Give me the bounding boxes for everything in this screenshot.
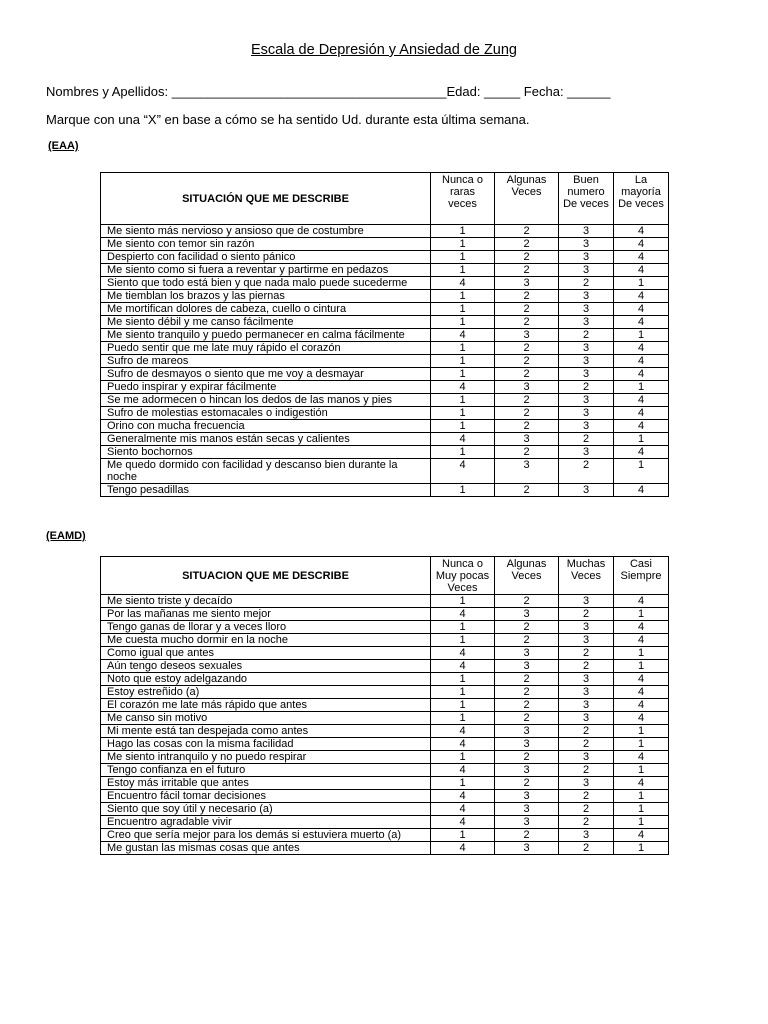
item-text: Creo que sería mejor para los demás si estuviera muerto (a): [101, 829, 431, 842]
score-cell[interactable]: 1: [431, 225, 495, 238]
item-text: Tengo pesadillas: [101, 484, 431, 497]
score-cell[interactable]: 3: [559, 829, 614, 842]
table-row: [101, 790, 669, 803]
table-row: [101, 433, 669, 446]
item-text: Puedo sentir que me late muy rápido el corazón: [101, 342, 431, 355]
table-row: [101, 673, 669, 686]
score-cell[interactable]: 2: [559, 277, 614, 290]
score-cell[interactable]: 3: [559, 290, 614, 303]
score-cell[interactable]: 3: [559, 751, 614, 764]
score-cell[interactable]: 4: [614, 777, 669, 790]
score-cell[interactable]: 2: [495, 829, 559, 842]
score-cell[interactable]: 2: [495, 446, 559, 459]
score-cell[interactable]: 1: [431, 446, 495, 459]
score-cell[interactable]: 3: [559, 484, 614, 497]
score-cell[interactable]: 4: [614, 251, 669, 264]
eaa-col-never-header: Nunca o raras veces: [431, 173, 495, 225]
score-cell[interactable]: 2: [495, 342, 559, 355]
score-cell[interactable]: 2: [495, 686, 559, 699]
item-text: Me siento triste y decaído: [101, 595, 431, 608]
eaa-col-often-header: Buen numero De veces: [559, 173, 614, 225]
item-text: Siento que todo está bien y que nada malo puede sucederme: [101, 277, 431, 290]
score-cell[interactable]: 2: [495, 238, 559, 251]
score-cell[interactable]: 1: [431, 420, 495, 433]
table-row: [101, 712, 669, 725]
item-text: Me mortifican dolores de cabeza, cuello o cintura: [101, 303, 431, 316]
score-cell[interactable]: 4: [431, 381, 495, 394]
score-cell[interactable]: 1: [614, 790, 669, 803]
score-cell[interactable]: 1: [431, 712, 495, 725]
item-text: Estoy más irritable que antes: [101, 777, 431, 790]
score-cell[interactable]: 2: [495, 316, 559, 329]
score-cell[interactable]: 3: [495, 790, 559, 803]
score-cell[interactable]: 4: [431, 459, 495, 484]
score-cell[interactable]: 4: [614, 290, 669, 303]
score-cell[interactable]: 1: [431, 829, 495, 842]
item-text: Tengo ganas de llorar y a veces lloro: [101, 621, 431, 634]
score-cell[interactable]: 1: [614, 329, 669, 342]
eaa-col-most-header: La mayoría De veces: [614, 173, 669, 225]
table-row: [101, 355, 669, 368]
item-text: Encuentro fácil tomar decisiones: [101, 790, 431, 803]
score-cell[interactable]: 4: [614, 446, 669, 459]
score-cell[interactable]: 3: [495, 725, 559, 738]
score-cell[interactable]: 3: [495, 803, 559, 816]
score-cell[interactable]: 4: [614, 368, 669, 381]
score-cell[interactable]: 2: [495, 251, 559, 264]
score-cell[interactable]: 2: [559, 329, 614, 342]
score-cell[interactable]: 3: [559, 595, 614, 608]
table-row: [101, 842, 669, 855]
item-text: Por las mañanas me siento mejor: [101, 608, 431, 621]
score-cell[interactable]: 3: [495, 738, 559, 751]
score-cell[interactable]: 2: [495, 368, 559, 381]
table-row: [101, 725, 669, 738]
score-cell[interactable]: 4: [614, 673, 669, 686]
item-text: Me tiemblan los brazos y las piernas: [101, 290, 431, 303]
score-cell[interactable]: 2: [495, 290, 559, 303]
score-cell[interactable]: 4: [431, 790, 495, 803]
score-cell[interactable]: 4: [614, 829, 669, 842]
score-cell[interactable]: 4: [614, 238, 669, 251]
table-row: [101, 303, 669, 316]
score-cell[interactable]: 1: [431, 484, 495, 497]
eaa-situation-header: SITUACIÓN QUE ME DESCRIBE: [101, 173, 431, 225]
table-row: [101, 420, 669, 433]
score-cell[interactable]: 2: [495, 407, 559, 420]
score-cell[interactable]: 1: [431, 251, 495, 264]
score-cell[interactable]: 2: [559, 803, 614, 816]
score-cell[interactable]: 2: [495, 355, 559, 368]
score-cell[interactable]: 4: [431, 764, 495, 777]
score-cell[interactable]: 1: [614, 738, 669, 751]
table-row: [101, 446, 669, 459]
score-cell[interactable]: 2: [559, 608, 614, 621]
table-row: [101, 595, 669, 608]
item-text: Estoy estreñido (a): [101, 686, 431, 699]
score-cell[interactable]: 4: [431, 277, 495, 290]
item-text: Me siento como si fuera a reventar y partirme en pedazos: [101, 264, 431, 277]
score-cell[interactable]: 3: [495, 660, 559, 673]
score-cell[interactable]: 3: [495, 459, 559, 484]
score-cell[interactable]: 4: [614, 595, 669, 608]
score-cell[interactable]: 3: [559, 420, 614, 433]
score-cell[interactable]: 1: [614, 277, 669, 290]
table-row: [101, 647, 669, 660]
table-row: [101, 764, 669, 777]
score-cell[interactable]: 4: [431, 738, 495, 751]
eamd-table: [100, 556, 669, 855]
table-row: [101, 277, 669, 290]
score-cell[interactable]: 3: [559, 394, 614, 407]
score-cell[interactable]: 2: [495, 621, 559, 634]
score-cell[interactable]: 3: [559, 251, 614, 264]
score-cell[interactable]: 3: [559, 673, 614, 686]
score-cell[interactable]: 1: [431, 303, 495, 316]
item-text: Me cuesta mucho dormir en la noche: [101, 634, 431, 647]
instruction-text: Marque con una “X” en base a cómo se ha sentido Ud. durante esta última semana.: [46, 112, 530, 127]
score-cell[interactable]: 4: [431, 608, 495, 621]
score-cell[interactable]: 4: [614, 316, 669, 329]
score-cell[interactable]: 3: [495, 764, 559, 777]
score-cell[interactable]: 1: [614, 381, 669, 394]
score-cell[interactable]: 3: [559, 264, 614, 277]
eaa-header-row: [101, 173, 669, 225]
score-cell[interactable]: 4: [431, 433, 495, 446]
score-cell[interactable]: 4: [614, 264, 669, 277]
item-text: Orino con mucha frecuencia: [101, 420, 431, 433]
score-cell[interactable]: 4: [614, 699, 669, 712]
score-cell[interactable]: 1: [614, 647, 669, 660]
score-cell[interactable]: 2: [495, 394, 559, 407]
score-cell[interactable]: 2: [559, 660, 614, 673]
score-cell[interactable]: 3: [559, 634, 614, 647]
score-cell[interactable]: 1: [431, 394, 495, 407]
score-cell[interactable]: 1: [431, 238, 495, 251]
score-cell[interactable]: 3: [559, 316, 614, 329]
item-text: Hago las cosas con la misma facilidad: [101, 738, 431, 751]
score-cell[interactable]: 1: [614, 816, 669, 829]
eamd-section-label: (EAMD): [46, 530, 86, 542]
score-cell[interactable]: 2: [495, 673, 559, 686]
score-cell[interactable]: 2: [495, 751, 559, 764]
item-text: Me quedo dormido con facilidad y descanso bien durante la noche: [101, 459, 431, 484]
table-row: [101, 484, 669, 497]
score-cell[interactable]: 4: [614, 394, 669, 407]
score-cell[interactable]: 2: [559, 816, 614, 829]
score-cell[interactable]: 4: [614, 420, 669, 433]
score-cell[interactable]: 1: [431, 673, 495, 686]
score-cell[interactable]: 1: [431, 355, 495, 368]
eamd-col-always-header: Casi Siempre: [614, 557, 669, 595]
table-row: [101, 738, 669, 751]
eaa-table: [100, 172, 669, 497]
item-text: Me siento tranquilo y puedo permanecer en calma fácilmente: [101, 329, 431, 342]
score-cell[interactable]: 4: [614, 751, 669, 764]
table-row: [101, 621, 669, 634]
item-text: Tengo confianza en el futuro: [101, 764, 431, 777]
score-cell[interactable]: 2: [495, 484, 559, 497]
score-cell[interactable]: 4: [614, 355, 669, 368]
score-cell[interactable]: 1: [431, 407, 495, 420]
item-text: Siento bochornos: [101, 446, 431, 459]
score-cell[interactable]: 3: [495, 647, 559, 660]
score-cell[interactable]: 1: [431, 368, 495, 381]
item-text: Se me adormecen o hincan los dedos de las manos y pies: [101, 394, 431, 407]
table-row: [101, 394, 669, 407]
item-text: Me siento intranquilo y no puedo respirar: [101, 751, 431, 764]
table-row: [101, 407, 669, 420]
table-row: [101, 829, 669, 842]
score-cell[interactable]: 1: [431, 634, 495, 647]
score-cell[interactable]: 1: [614, 459, 669, 484]
score-cell[interactable]: 1: [614, 660, 669, 673]
score-cell[interactable]: 2: [495, 303, 559, 316]
score-cell[interactable]: 1: [614, 433, 669, 446]
score-cell[interactable]: 1: [614, 725, 669, 738]
eaa-col-sometimes-header: Algunas Veces: [495, 173, 559, 225]
score-cell[interactable]: 2: [559, 790, 614, 803]
item-text: Noto que estoy adelgazando: [101, 673, 431, 686]
score-cell[interactable]: 2: [495, 420, 559, 433]
score-cell[interactable]: 3: [495, 329, 559, 342]
item-text: Despierto con facilidad o siento pánico: [101, 251, 431, 264]
name-age-date-line: Nombres y Apellidos: ______________________________________Edad: _____ Fecha: ______: [46, 84, 611, 99]
score-cell[interactable]: 1: [431, 264, 495, 277]
score-cell[interactable]: 2: [559, 381, 614, 394]
page-title: Escala de Depresión y Ansiedad de Zung: [250, 42, 517, 58]
score-cell[interactable]: 3: [495, 433, 559, 446]
table-row: [101, 342, 669, 355]
score-cell[interactable]: 3: [495, 608, 559, 621]
score-cell[interactable]: 2: [559, 842, 614, 855]
item-text: Me siento más nervioso y ansioso que de costumbre: [101, 225, 431, 238]
score-cell[interactable]: 1: [431, 595, 495, 608]
score-cell[interactable]: 4: [614, 303, 669, 316]
score-cell[interactable]: 4: [614, 712, 669, 725]
score-cell[interactable]: 3: [495, 277, 559, 290]
score-cell[interactable]: 3: [559, 699, 614, 712]
score-cell[interactable]: 3: [559, 407, 614, 420]
score-cell[interactable]: 3: [559, 355, 614, 368]
score-cell[interactable]: 1: [614, 842, 669, 855]
score-cell[interactable]: 1: [431, 621, 495, 634]
score-cell[interactable]: 4: [431, 725, 495, 738]
eaa-section-label: (EAA): [48, 140, 79, 152]
score-cell[interactable]: 2: [495, 699, 559, 712]
score-cell[interactable]: 1: [431, 342, 495, 355]
item-text: Siento que soy útil y necesario (a): [101, 803, 431, 816]
score-cell[interactable]: 4: [614, 621, 669, 634]
eamd-col-sometimes-header: Algunas Veces: [495, 557, 559, 595]
score-cell[interactable]: 3: [559, 712, 614, 725]
score-cell[interactable]: 2: [559, 459, 614, 484]
score-cell[interactable]: 4: [614, 686, 669, 699]
score-cell[interactable]: 1: [614, 608, 669, 621]
score-cell[interactable]: 1: [431, 316, 495, 329]
score-cell[interactable]: 4: [614, 342, 669, 355]
item-text: Me siento débil y me canso fácilmente: [101, 316, 431, 329]
score-cell[interactable]: 4: [431, 803, 495, 816]
table-row: [101, 251, 669, 264]
score-cell[interactable]: 1: [431, 699, 495, 712]
table-row: [101, 238, 669, 251]
score-cell[interactable]: 3: [559, 303, 614, 316]
table-row: [101, 329, 669, 342]
eamd-header-row: [101, 557, 669, 595]
score-cell[interactable]: 3: [559, 225, 614, 238]
score-cell[interactable]: 2: [495, 634, 559, 647]
score-cell[interactable]: 1: [614, 764, 669, 777]
table-row: [101, 290, 669, 303]
score-cell[interactable]: 2: [495, 595, 559, 608]
eaa-table-body: [101, 225, 669, 497]
item-text: Sufro de desmayos o siento que me voy a desmayar: [101, 368, 431, 381]
score-cell[interactable]: 2: [495, 777, 559, 790]
table-row: [101, 264, 669, 277]
score-cell[interactable]: 3: [559, 368, 614, 381]
table-row: [101, 368, 669, 381]
score-cell[interactable]: 4: [431, 329, 495, 342]
item-text: Generalmente mis manos están secas y calientes: [101, 433, 431, 446]
eamd-table-body: [101, 595, 669, 855]
score-cell[interactable]: 3: [495, 381, 559, 394]
item-text: El corazón me late más rápido que antes: [101, 699, 431, 712]
table-row: [101, 777, 669, 790]
item-text: Mi mente está tan despejada como antes: [101, 725, 431, 738]
eamd-col-many-header: Muchas Veces: [559, 557, 614, 595]
score-cell[interactable]: 3: [559, 686, 614, 699]
score-cell[interactable]: 2: [559, 433, 614, 446]
item-text: Como igual que antes: [101, 647, 431, 660]
table-row: [101, 660, 669, 673]
score-cell[interactable]: 2: [559, 647, 614, 660]
table-row: [101, 316, 669, 329]
table-row: [101, 803, 669, 816]
item-text: Puedo inspirar y expirar fácilmente: [101, 381, 431, 394]
item-text: Encuentro agradable vivir: [101, 816, 431, 829]
score-cell[interactable]: 3: [495, 816, 559, 829]
score-cell[interactable]: 1: [614, 803, 669, 816]
item-text: Aún tengo deseos sexuales: [101, 660, 431, 673]
score-cell[interactable]: 4: [614, 407, 669, 420]
score-cell[interactable]: 1: [431, 290, 495, 303]
score-cell[interactable]: 2: [559, 764, 614, 777]
item-text: Me siento con temor sin razón: [101, 238, 431, 251]
score-cell[interactable]: 3: [559, 777, 614, 790]
score-cell[interactable]: 2: [495, 225, 559, 238]
score-cell[interactable]: 2: [495, 712, 559, 725]
score-cell[interactable]: 4: [614, 634, 669, 647]
score-cell[interactable]: 1: [431, 686, 495, 699]
table-row: [101, 816, 669, 829]
table-row: [101, 686, 669, 699]
score-cell[interactable]: 3: [559, 342, 614, 355]
score-cell[interactable]: 1: [431, 751, 495, 764]
table-row: [101, 699, 669, 712]
table-row: [101, 381, 669, 394]
item-text: Sufro de molestias estomacales o indigestión: [101, 407, 431, 420]
score-cell[interactable]: 4: [614, 225, 669, 238]
item-text: Me gustan las mismas cosas que antes: [101, 842, 431, 855]
eamd-col-never-header: Nunca o Muy pocas Veces: [431, 557, 495, 595]
table-row: [101, 459, 669, 484]
score-cell[interactable]: 4: [614, 484, 669, 497]
score-cell[interactable]: 2: [559, 725, 614, 738]
table-row: [101, 608, 669, 621]
eamd-situation-header: SITUACION QUE ME DESCRIBE: [101, 557, 431, 595]
score-cell[interactable]: 3: [559, 621, 614, 634]
score-cell[interactable]: 4: [431, 647, 495, 660]
score-cell[interactable]: 4: [431, 816, 495, 829]
score-cell[interactable]: 3: [559, 446, 614, 459]
score-cell[interactable]: 3: [495, 842, 559, 855]
table-row: [101, 751, 669, 764]
score-cell[interactable]: 3: [559, 238, 614, 251]
score-cell[interactable]: 2: [559, 738, 614, 751]
score-cell[interactable]: 4: [431, 660, 495, 673]
table-row: [101, 634, 669, 647]
item-text: Me canso sin motivo: [101, 712, 431, 725]
item-text: Sufro de mareos: [101, 355, 431, 368]
score-cell[interactable]: 4: [431, 842, 495, 855]
score-cell[interactable]: 1: [431, 777, 495, 790]
table-row: [101, 225, 669, 238]
score-cell[interactable]: 2: [495, 264, 559, 277]
